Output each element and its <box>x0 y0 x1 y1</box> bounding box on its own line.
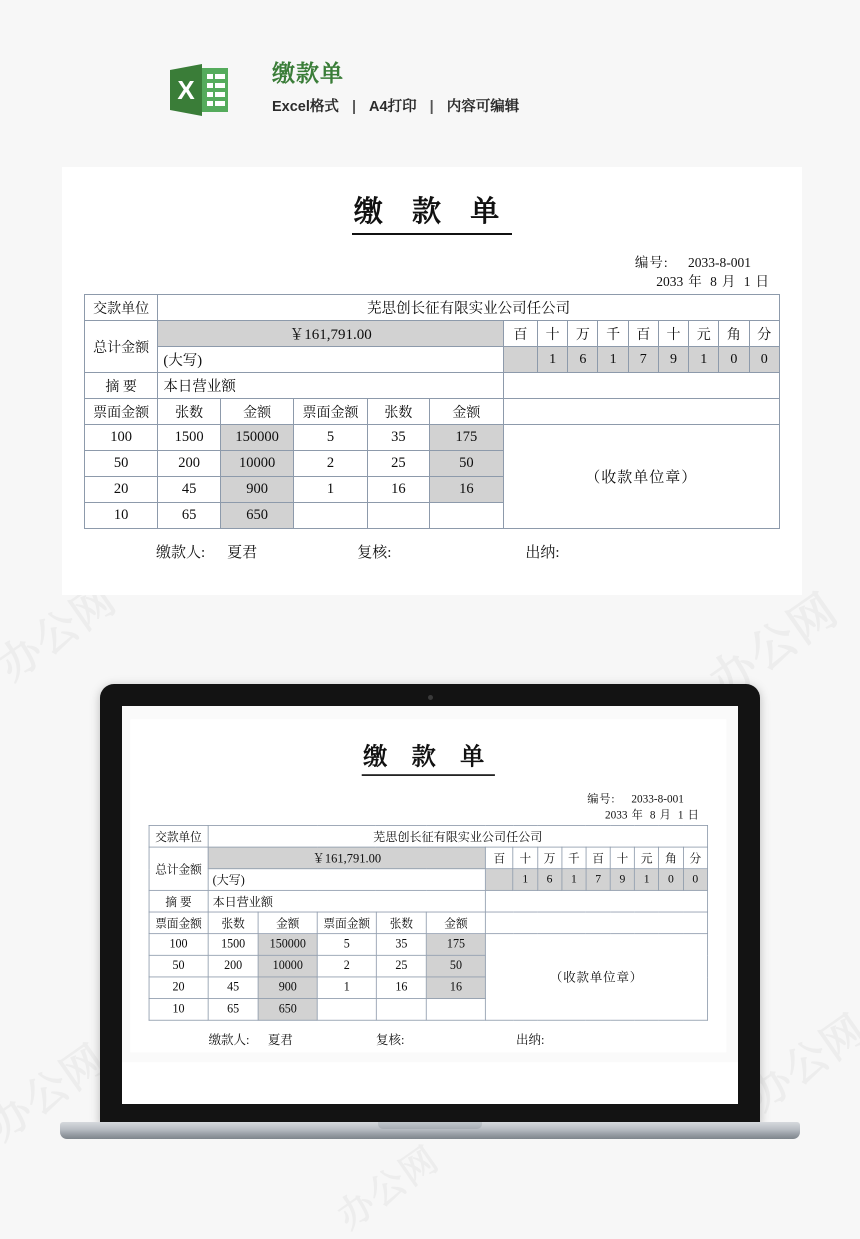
digit-header-4: 百 <box>586 847 610 869</box>
total-uppercase-row <box>149 869 708 891</box>
digit-cell-6: 1 <box>635 869 659 891</box>
digit-header-1: 十 <box>538 321 568 347</box>
summary-label: 摘 要 <box>149 890 208 912</box>
denomination-header-0: 票面金额 <box>85 399 158 425</box>
page-title: 缴款单 <box>272 60 344 86</box>
denomination-cell-2-2: 900 <box>258 977 317 999</box>
total-uppercase-row <box>85 347 780 373</box>
digit-header-5: 十 <box>658 321 688 347</box>
total-amount-row <box>85 321 780 347</box>
page-header <box>0 0 860 150</box>
date-day: 1 <box>677 808 684 821</box>
meta-separator: | <box>429 99 434 115</box>
denomination-cell-1-4: 25 <box>367 451 430 477</box>
denomination-cell-3-2: 650 <box>220 503 293 529</box>
digit-cell-7: 0 <box>659 869 683 891</box>
denomination-cell-2-5: 16 <box>430 477 503 503</box>
receipt-table-wrap <box>62 294 802 529</box>
date-day: 1 <box>743 274 751 289</box>
payer-label: 交款单位 <box>149 825 208 847</box>
denomination-cell-0-5: 175 <box>426 934 485 956</box>
denomination-cell-0-2: 150000 <box>258 934 317 956</box>
denomination-cell-1-0: 50 <box>149 955 208 977</box>
signature-payer-name: 夏君 <box>227 545 258 561</box>
digit-header-2: 万 <box>537 847 561 869</box>
digit-header-3: 千 <box>562 847 586 869</box>
digit-header-2: 万 <box>568 321 598 347</box>
meta-item-print: A4打印 <box>369 99 417 115</box>
meta-item-format: Excel格式 <box>272 99 339 115</box>
total-amount-value: ￥161,791.00 <box>158 321 503 347</box>
date-month: 8 <box>649 808 656 821</box>
denomination-header-row <box>85 399 780 425</box>
digit-header-8: 分 <box>749 321 780 347</box>
denomination-cell-2-4: 16 <box>367 477 430 503</box>
signature-payer <box>209 1031 293 1048</box>
denomination-cell-1-3: 2 <box>294 451 367 477</box>
digit-cell-1: 1 <box>513 869 537 891</box>
denomination-cell-1-2: 10000 <box>220 451 293 477</box>
digit-header-6: 元 <box>635 847 659 869</box>
denomination-cell-3-1: 65 <box>208 999 258 1021</box>
denomination-cell-0-5: 175 <box>430 425 503 451</box>
denomination-cell-3-4 <box>376 999 426 1021</box>
denomination-cell-1-0: 50 <box>85 451 158 477</box>
stamp-note: （收款单位章） <box>503 425 779 529</box>
denomination-cell-3-5 <box>430 503 503 529</box>
total-amount-row <box>149 847 708 869</box>
denomination-cell-1-2: 10000 <box>258 955 317 977</box>
denomination-cell-0-1: 1500 <box>158 425 221 451</box>
doc-meta <box>130 791 726 823</box>
denomination-cell-3-2: 650 <box>258 999 317 1021</box>
table-row <box>85 425 780 451</box>
digit-cell-3: 1 <box>562 869 586 891</box>
payer-row <box>149 825 708 847</box>
digit-header-7: 角 <box>719 321 749 347</box>
meta-item-editable: 内容可编辑 <box>446 99 520 115</box>
denomination-header-1: 张数 <box>158 399 221 425</box>
signature-payer-name: 夏君 <box>267 1033 293 1048</box>
signature-payer-label: 缴款人: <box>156 545 206 561</box>
denomination-cell-2-3: 1 <box>317 977 376 999</box>
denomination-header-4: 张数 <box>376 912 426 934</box>
summary-value: 本日营业额 <box>158 373 503 399</box>
denomination-cell-3-4 <box>367 503 430 529</box>
digit-header-4: 百 <box>628 321 658 347</box>
denomination-cell-2-1: 45 <box>208 977 258 999</box>
denomination-header-4: 张数 <box>367 399 430 425</box>
denomination-cell-0-2: 150000 <box>220 425 293 451</box>
date-year-unit: 年 <box>688 274 702 289</box>
header-text-block <box>272 56 519 117</box>
doc-number-line <box>130 791 703 807</box>
meta-separator: | <box>351 99 356 115</box>
digit-header-8: 分 <box>683 847 708 869</box>
doc-number-line <box>62 253 774 272</box>
digit-header-6: 元 <box>689 321 719 347</box>
denomination-cell-0-0: 100 <box>149 934 208 956</box>
svg-text:X: X <box>177 75 195 105</box>
digit-cell-6: 1 <box>689 347 719 373</box>
denomination-cell-0-4: 35 <box>376 934 426 956</box>
signature-cashier <box>525 541 581 562</box>
denomination-cell-1-1: 200 <box>158 451 221 477</box>
doc-title: 缴 款 单 <box>362 738 496 776</box>
digit-header-0: 百 <box>485 847 513 869</box>
signature-reviewer-label: 复核: <box>376 1033 405 1048</box>
digit-cell-5: 9 <box>658 347 688 373</box>
summary-label: 摘 要 <box>85 373 158 399</box>
denomination-cell-1-5: 50 <box>426 955 485 977</box>
table-row <box>149 934 708 956</box>
date-year-unit: 年 <box>631 808 643 821</box>
digit-cell-0 <box>503 347 538 373</box>
webcam-icon <box>428 695 433 700</box>
denomination-header-1: 张数 <box>208 912 258 934</box>
payer-row <box>85 295 780 321</box>
denomination-cell-2-4: 16 <box>376 977 426 999</box>
doc-number-value: 2033-8-001 <box>688 255 751 270</box>
receipt-table <box>84 294 780 529</box>
date-year: 2033 <box>656 274 684 289</box>
digit-header-1: 十 <box>513 847 537 869</box>
signature-cashier-label: 出纳: <box>516 1033 545 1048</box>
denomination-cell-0-0: 100 <box>85 425 158 451</box>
digit-header-0: 百 <box>503 321 538 347</box>
stamp-spacer <box>485 890 707 912</box>
digit-cell-8: 0 <box>683 869 708 891</box>
denomination-header-2: 金额 <box>258 912 317 934</box>
doc-number-label: 编号: <box>634 255 669 270</box>
excel-file-icon <box>168 62 230 118</box>
total-label: 总计金额 <box>85 321 158 373</box>
denomination-cell-0-1: 1500 <box>208 934 258 956</box>
document-preview-card <box>62 167 802 595</box>
denomination-header-row <box>149 912 708 934</box>
date-day-unit: 日 <box>755 274 769 289</box>
date-year: 2033 <box>605 808 628 821</box>
denomination-cell-2-3: 1 <box>294 477 367 503</box>
receipt-document-copy <box>130 719 726 1052</box>
denomination-header-5: 金额 <box>426 912 485 934</box>
laptop-base-notch <box>378 1122 482 1129</box>
receipt-document <box>62 167 802 595</box>
total-uppercase-label: (大写) <box>208 869 485 891</box>
date-month: 8 <box>710 274 717 289</box>
digit-cell-4: 7 <box>586 869 610 891</box>
denomination-cell-1-5: 50 <box>430 451 503 477</box>
signature-row <box>62 541 802 562</box>
laptop-screen <box>122 706 738 1104</box>
denomination-cell-1-1: 200 <box>208 955 258 977</box>
date-month-unit: 月 <box>721 274 736 289</box>
denomination-cell-2-0: 20 <box>85 477 158 503</box>
signature-payer-label: 缴款人: <box>208 1033 250 1048</box>
summary-row <box>149 890 708 912</box>
denomination-header-5: 金额 <box>430 399 503 425</box>
digit-cell-7: 0 <box>719 347 749 373</box>
denomination-header-2: 金额 <box>220 399 293 425</box>
signature-cashier-label: 出纳: <box>525 545 560 561</box>
digit-header-5: 十 <box>610 847 634 869</box>
denomination-header-0: 票面金额 <box>149 912 208 934</box>
payer-value: 芜思创长征有限实业公司任公司 <box>208 825 708 847</box>
digit-cell-2: 6 <box>537 869 561 891</box>
digit-cell-8: 0 <box>749 347 780 373</box>
denomination-cell-2-2: 900 <box>220 477 293 503</box>
total-amount-value: ￥161,791.00 <box>208 847 485 869</box>
total-uppercase-label: (大写) <box>158 347 503 373</box>
payer-label: 交款单位 <box>85 295 158 321</box>
digit-cell-5: 9 <box>610 869 634 891</box>
signature-payer <box>156 541 257 562</box>
stamp-spacer-2 <box>503 399 779 425</box>
denomination-cell-0-3: 5 <box>294 425 367 451</box>
screen-content <box>122 706 738 1062</box>
signature-reviewer <box>376 1031 423 1048</box>
denomination-cell-0-3: 5 <box>317 934 376 956</box>
receipt-table-wrap <box>130 825 726 1021</box>
doc-number-label: 编号: <box>587 792 616 806</box>
summary-value: 本日营业额 <box>208 890 485 912</box>
signature-reviewer-label: 复核: <box>357 545 392 561</box>
date-month-unit: 月 <box>659 808 671 821</box>
doc-date-line <box>656 272 774 291</box>
payer-value: 芜思创长征有限实业公司任公司 <box>158 295 780 321</box>
denomination-cell-3-0: 10 <box>149 999 208 1021</box>
digit-cell-1: 1 <box>538 347 568 373</box>
digit-header-7: 角 <box>659 847 683 869</box>
summary-row <box>85 373 780 399</box>
digit-cell-3: 1 <box>598 347 628 373</box>
denomination-cell-0-4: 35 <box>367 425 430 451</box>
doc-meta <box>62 253 802 291</box>
denomination-cell-1-3: 2 <box>317 955 376 977</box>
doc-number-value: 2033-8-001 <box>631 792 684 806</box>
doc-title-wrap <box>130 719 726 776</box>
doc-title-wrap <box>62 167 802 235</box>
denomination-cell-3-0: 10 <box>85 503 158 529</box>
denomination-cell-1-4: 25 <box>376 955 426 977</box>
signature-row <box>130 1031 726 1048</box>
denomination-cell-3-3 <box>317 999 376 1021</box>
denomination-cell-2-5: 16 <box>426 977 485 999</box>
denomination-cell-3-5 <box>426 999 485 1021</box>
denomination-cell-2-1: 45 <box>158 477 221 503</box>
date-day-unit: 日 <box>687 808 699 821</box>
denomination-header-3: 票面金额 <box>294 399 367 425</box>
total-label: 总计金额 <box>149 847 208 890</box>
document-page <box>130 719 726 1052</box>
signature-cashier <box>516 1031 563 1048</box>
stamp-spacer-2 <box>485 912 707 934</box>
denomination-cell-3-3 <box>294 503 367 529</box>
stamp-spacer <box>503 373 779 399</box>
laptop-mockup <box>60 684 800 1154</box>
signature-reviewer <box>357 541 413 562</box>
doc-title: 缴 款 单 <box>352 189 513 235</box>
denomination-header-3: 票面金额 <box>317 912 376 934</box>
digit-cell-2: 6 <box>568 347 598 373</box>
denomination-cell-2-0: 20 <box>149 977 208 999</box>
digit-header-3: 千 <box>598 321 628 347</box>
digit-cell-4: 7 <box>628 347 658 373</box>
stamp-note: （收款单位章） <box>485 934 707 1021</box>
page-meta-line <box>272 97 519 117</box>
laptop-lid <box>100 684 760 1126</box>
denomination-cell-3-1: 65 <box>158 503 221 529</box>
digit-cell-0 <box>485 869 513 891</box>
receipt-table <box>149 825 708 1021</box>
doc-date-line <box>605 807 703 823</box>
